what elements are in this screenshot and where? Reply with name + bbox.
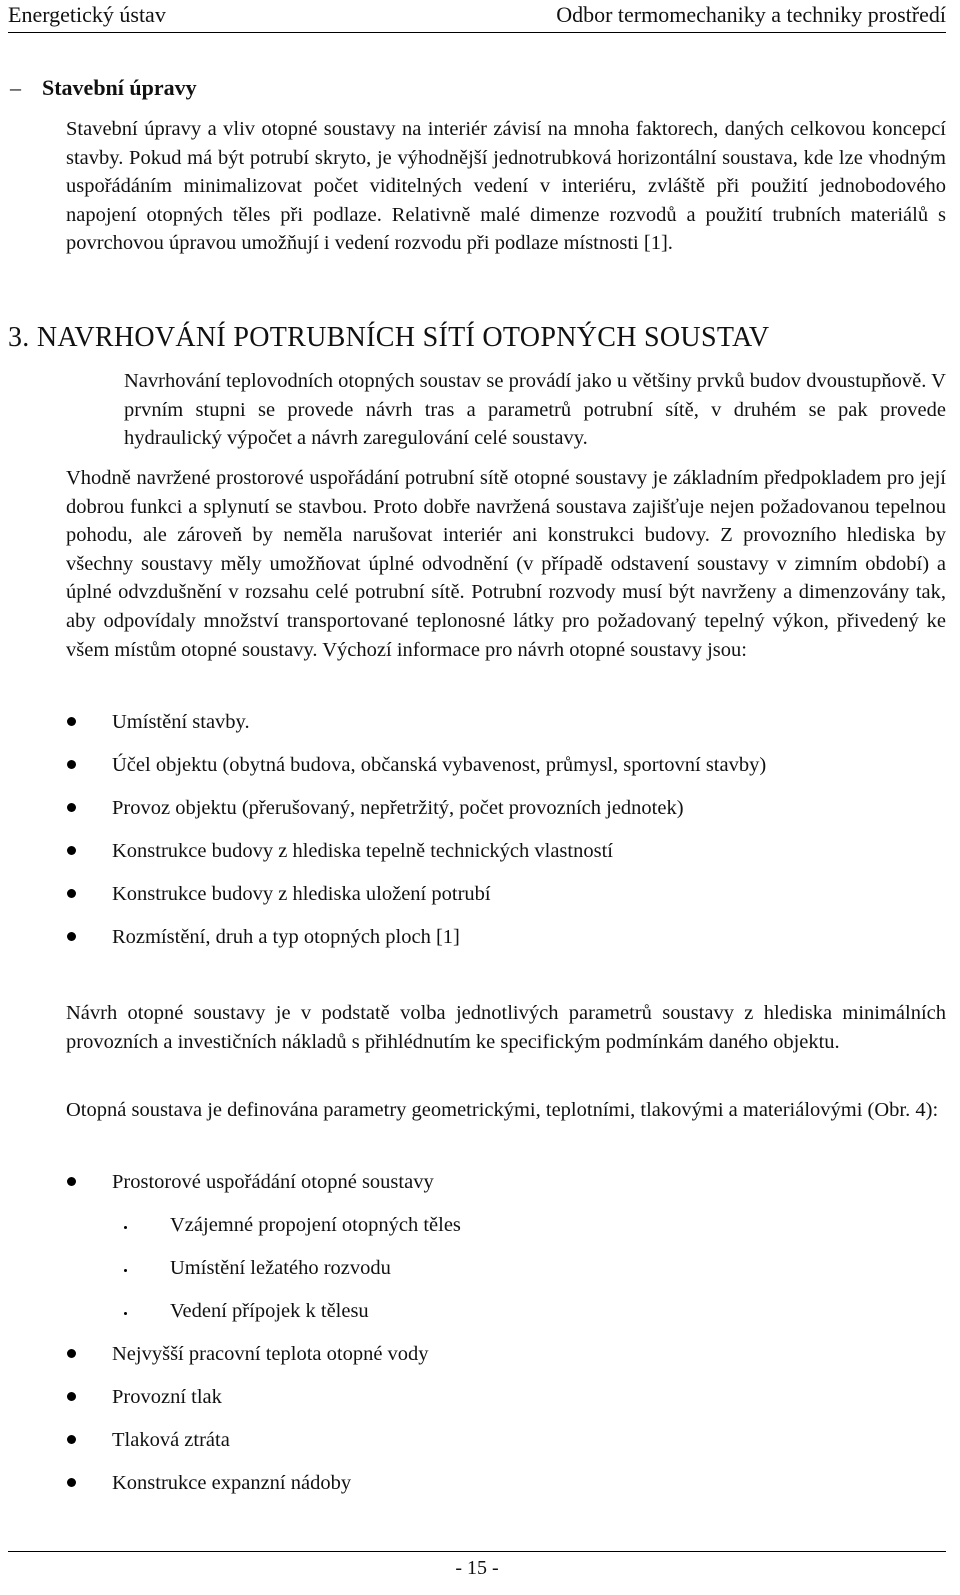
list-item: Provozní tlak: [0, 1383, 461, 1426]
chapter-paragraph-4: Otopná soustava je definována parametry geometrickými, teplotními, tlakovými a materiálovými (Obr. 4):: [66, 1099, 939, 1121]
list-item: Účel objektu (obytná budova, občanská vybavenost, průmysl, sportovní stavby): [0, 751, 766, 794]
dot-bullet-icon: [124, 1312, 127, 1315]
list-item: Rozmístění, druh a typ otopných ploch [1]: [0, 923, 766, 966]
header-institute: Energetický ústav: [8, 2, 166, 27]
bullet-icon: [67, 932, 76, 941]
section-title: Stavební úpravy: [42, 75, 197, 100]
bullet-icon: [67, 1349, 76, 1358]
chapter-heading: 3. NAVRHOVÁNÍ POTRUBNÍCH SÍTÍ OTOPNÝCH SOUSTAV: [8, 322, 770, 353]
bullet-icon: [67, 1478, 76, 1487]
list-item: Konstrukce budovy z hlediska uložení potrubí: [0, 880, 766, 923]
list-item: Provoz objektu (přerušovaný, nepřetržitý, počet provozních jednotek): [0, 794, 766, 837]
dot-bullet-icon: [124, 1269, 127, 1272]
sub-list-item: Vedení přípojek k tělesu: [0, 1297, 461, 1340]
parameter-list: [0, 1168, 461, 1512]
bullet-icon: [67, 717, 76, 726]
heading-dash: –: [10, 75, 21, 100]
page-header: [8, 0, 946, 33]
bullet-icon: [67, 846, 76, 855]
list-item: Tlaková ztráta: [0, 1426, 461, 1469]
chapter-paragraph-2: Vhodně navržené prostorové uspořádání potrubní sítě otopné soustavy je základním předpokladem pro její dobrou funkci a splynutí se stavbou. Proto dobře navržená soustava zajišťuje nejen požadovanou tepelnou pohodu, ale zároveň by neměla narušovat interiér ani konstrukci budovy. Z provozního hlediska by všechny soustavy měly umožňovat úplné odvodnění (v případě odstavení soustavy v zimním období) a úplné odvzdušnění v rozsahu celé potrubní sítě. Potrubní rozvody musí být navrženy a dimenzovány tak, aby odpovídaly množství transportované teplonosné látky pro požadovaný tepelný výkon, přivedený ke všem místům otopné soustavy. Výchozí informace pro návrh otopné soustavy jsou:: [66, 467, 946, 661]
list-item: Konstrukce expanzní nádoby: [0, 1469, 461, 1512]
bullet-icon: [67, 803, 76, 812]
section-paragraph: Stavební úpravy a vliv otopné soustavy na interiér závisí na mnoha faktorech, daných celkovou koncepcí stavby. Pokud má být potrubí skryto, je výhodnější jednotrubková horizontální soustava, kde lze vhodným uspořádáním minimalizovat počet viditelných vedení v interiéru, zvláště při použití jednobodového napojení otopných těles při podlaze. Relativně malé dimenze rozvodů a použití trubních materiálů s povrchovou úpravou umožňují i vedení rozvodu při podlaze místnosti [1].: [66, 118, 946, 255]
bullet-icon: [67, 889, 76, 898]
bullet-icon: [67, 760, 76, 769]
sub-list-item: Umístění ležatého rozvodu: [0, 1254, 461, 1297]
list-item: Umístění stavby.: [0, 708, 766, 751]
list-item: Prostorové uspořádání otopné soustavy: [0, 1168, 461, 1211]
header-department: Odbor termomechaniky a techniky prostředí: [556, 2, 946, 27]
sub-list-item: Vzájemné propojení otopných těles: [0, 1211, 461, 1254]
section-heading: [10, 72, 197, 104]
dot-bullet-icon: [124, 1226, 127, 1229]
chapter-paragraph-1: Navrhování teplovodních otopných soustav se provádí jako u většiny prvků budov dvoustupňově. V prvním stupni se provede návrh tras a parametrů potrubní sítě, v druhém se pak provede hydraulický výpočet a návrh zaregulování celé soustavy.: [124, 370, 946, 450]
page-footer: [8, 1551, 946, 1582]
bullet-icon: [67, 1177, 76, 1186]
chapter-paragraph-3: Návrh otopné soustavy je v podstatě volba jednotlivých parametrů soustavy z hlediska minimálních provozních a investičních nákladů s přihlédnutím ke specifickým podmínkám daného objektu.: [66, 1002, 946, 1053]
list-item: Konstrukce budovy z hlediska tepelně technických vlastností: [0, 837, 766, 880]
bullet-icon: [67, 1392, 76, 1401]
input-information-list: [0, 708, 766, 966]
list-item: Nejvyšší pracovní teplota otopné vody: [0, 1340, 461, 1383]
page-number: - 15 -: [455, 1557, 499, 1579]
bullet-icon: [67, 1435, 76, 1444]
